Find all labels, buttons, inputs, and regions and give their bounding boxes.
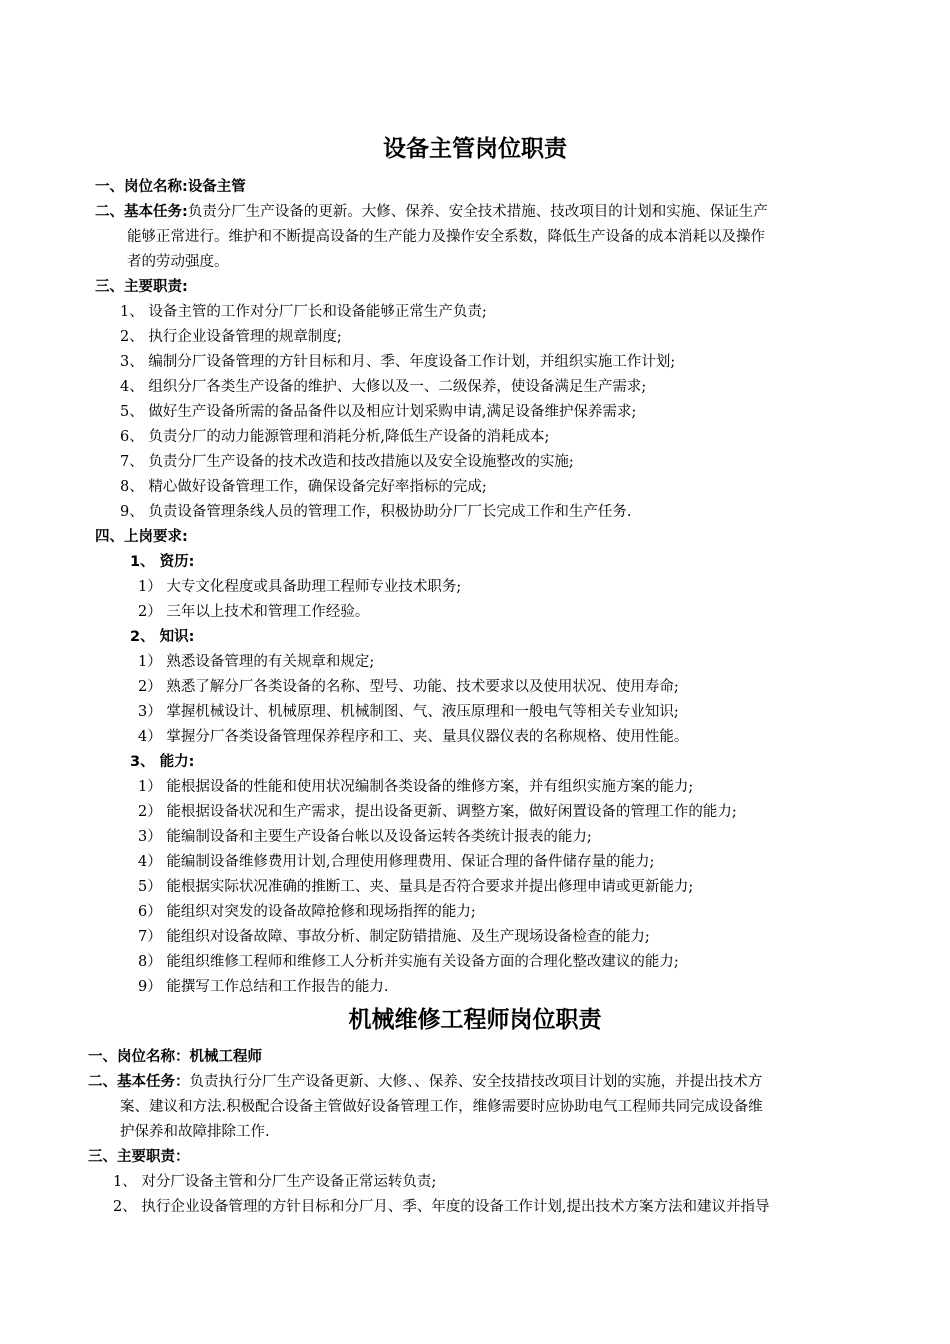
doc1-ability-item: 4） 能编制设备维修费用计划,合理使用修理费用、保证合理的备件储存量的能力;	[138, 854, 655, 870]
doc1-ability-item: 8） 能组织维修工程师和维修工人分析并实施有关设备方面的合理化整改建议的能力;	[138, 954, 679, 970]
doc1-duty-item: 7、 负责分厂生产设备的技术改造和技改措施以及安全设施整改的实施;	[120, 454, 574, 470]
doc1-ability-item: 9） 能撰写工作总结和工作报告的能力.	[138, 979, 389, 995]
doc1-duty-item: 2、 执行企业设备管理的规章制度;	[120, 329, 342, 345]
doc2-duty-item: 2、 执行企业设备管理的方针目标和分厂月、季、年度的设备工作计划,提出技术方案方法和建议并指导	[113, 1199, 770, 1215]
doc1-section-position-name	[95, 175, 246, 200]
doc1-basic-task-line2: 能够正常进行。维护和不断提高设备的生产能力及操作安全系数，降低生产设备的成本消耗以及操作	[127, 229, 765, 245]
doc1-basic-task-text1: 负责分厂生产设备的更新。大修、保养、安全技术措施、技改项目的计划和实施、保证生产	[187, 204, 768, 220]
doc1-knowledge-item: 3） 掌握机械设计、机械原理、机械制图、气、液压原理和一般电气等相关专业知识;	[138, 704, 679, 720]
doc1-ability-item: 1） 能根据设备的性能和使用状况编制各类设备的维修方案，并有组织实施方案的能力;	[138, 779, 694, 795]
doc2-basic-task-line1	[88, 1070, 762, 1095]
doc1-knowledge-item: 2） 熟悉了解分厂各类设备的名称、型号、功能、技术要求以及使用状况、使用寿命;	[138, 679, 679, 695]
doc1-duty-item: 9、 负责设备管理条线人员的管理工作，积极协助分厂厂长完成工作和生产任务.	[120, 504, 632, 520]
doc2-basic-task-text1: 负责执行分厂生产设备更新、大修、、保养、安全技措技改项目计划的实施，并提出技术方	[189, 1074, 763, 1090]
doc1-qualification-heading: 1、 资历:	[130, 554, 195, 570]
doc1-requirements-heading: 四、上岗要求:	[95, 529, 188, 545]
doc1-duty-item: 6、 负责分厂的动力能源管理和消耗分析,降低生产设备的消耗成本;	[120, 429, 550, 445]
doc1-ability-item: 3） 能编制设备和主要生产设备台帐以及设备运转各类统计报表的能力;	[138, 829, 592, 845]
doc1-ability-item: 5） 能根据实际状况准确的推断工、夹、量具是否符合要求并提出修理申请或更新能力;	[138, 879, 694, 895]
doc1-ability-item: 7） 能组织对设备故障、事故分析、制定防错措施、及生产现场设备检查的能力;	[138, 929, 650, 945]
doc2-position-value: 机械工程师	[189, 1049, 262, 1065]
doc1-basic-task-label: 二、基本任务:	[95, 204, 188, 220]
doc1-knowledge-item: 4） 掌握分厂各类设备管理保养程序和工、夹、量具仪器仪表的名称规格、使用性能。	[138, 729, 689, 745]
doc1-ability-item: 2） 能根据设备状况和生产需求，提出设备更新、调整方案，做好闲置设备的管理工作的能力;	[138, 804, 737, 820]
doc1-position-label: 一、岗位名称:	[95, 179, 188, 195]
doc1-basic-task-line3: 者的劳动强度。	[127, 254, 229, 270]
doc1-duty-item: 3、 编制分厂设备管理的方针目标和月、季、年度设备工作计划，并组织实施工作计划;	[120, 354, 676, 370]
doc1-duty-item: 8、 精心做好设备管理工作，确保设备完好率指标的完成;	[120, 479, 487, 495]
doc2-duties-heading: 三、主要职责：	[88, 1149, 190, 1165]
doc2-basic-task-line2: 案、建议和方法.积极配合设备主管做好设备管理工作，维修需要时应协助电气工程师共同完成设备维	[120, 1099, 763, 1115]
doc1-duty-item: 1、 设备主管的工作对分厂厂长和设备能够正常生产负责;	[120, 304, 487, 320]
doc2-basic-task-label: 二、基本任务：	[88, 1074, 190, 1090]
doc1-knowledge-item: 1） 熟悉设备管理的有关规章和规定;	[138, 654, 375, 670]
doc1-duty-item: 5、 做好生产设备所需的备品备件以及相应计划采购申请,满足设备维护保养需求;	[120, 404, 637, 420]
doc1-position-value: 设备主管	[187, 179, 246, 195]
doc1-knowledge-heading: 2、 知识:	[130, 629, 195, 645]
doc2-duty-item: 1、 对分厂设备主管和分厂生产设备正常运转负责;	[113, 1174, 437, 1190]
doc2-position-label: 一、岗位名称：	[88, 1049, 190, 1065]
doc2-section-position-name	[88, 1045, 262, 1070]
doc1-qualification-item: 2） 三年以上技术和管理工作经验。	[138, 604, 370, 620]
doc1-duties-heading: 三、主要职责:	[95, 279, 188, 295]
doc1-ability-heading: 3、 能力:	[130, 754, 195, 770]
doc1-duty-item: 4、 组织分厂各类生产设备的维护、大修以及一、二级保养，使设备满足生产需求;	[120, 379, 647, 395]
doc2-title: 机械维修工程师岗位职责	[348, 1007, 602, 1033]
doc1-qualification-item: 1） 大专文化程度或具备助理工程师专业技术职务;	[138, 579, 462, 595]
doc1-ability-item: 6） 能组织对突发的设备故障抢修和现场指挥的能力;	[138, 904, 476, 920]
doc2-basic-task-line3: 护保养和故障排除工作.	[120, 1124, 270, 1140]
doc1-title: 设备主管岗位职责	[383, 136, 567, 162]
doc1-basic-task-line1	[95, 200, 768, 225]
